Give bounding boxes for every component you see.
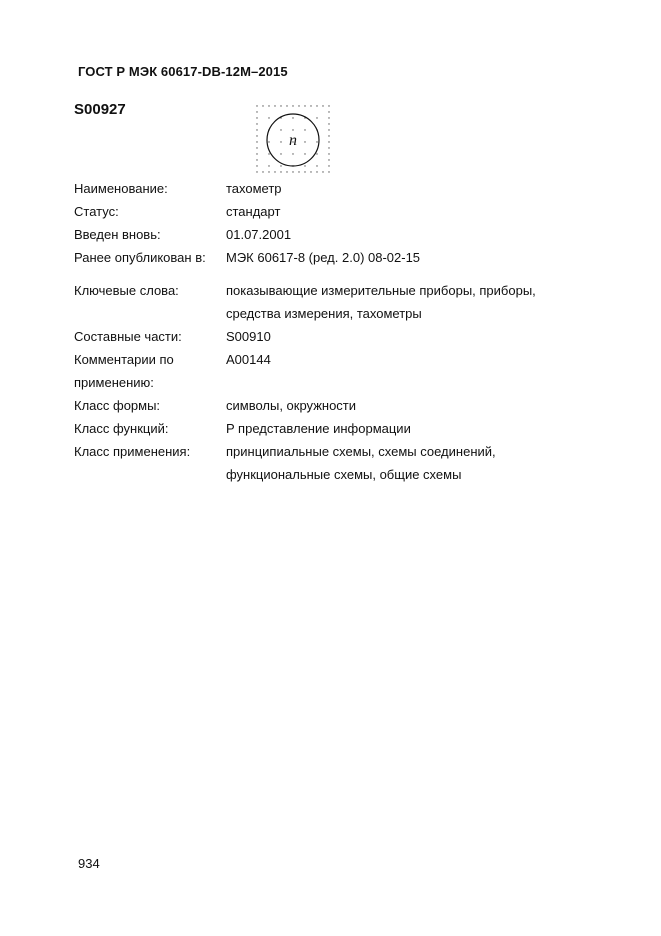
field-label: Составные части: — [74, 329, 182, 344]
grid-dot — [298, 105, 299, 106]
grid-dot — [316, 165, 317, 166]
grid-dot — [328, 123, 329, 124]
grid-dot — [286, 105, 287, 106]
field-value: принципиальные схемы, схемы соединений, — [226, 444, 496, 459]
grid-dot — [262, 105, 263, 106]
grid-dot — [328, 129, 329, 130]
grid-dot — [316, 117, 317, 118]
grid-dot — [256, 141, 257, 142]
grid-dot — [292, 153, 293, 154]
grid-dot — [256, 123, 257, 124]
field-label: Класс функций: — [74, 421, 169, 436]
grid-dot — [256, 129, 257, 130]
grid-dot — [328, 135, 329, 136]
grid-dot — [310, 105, 311, 106]
symbol-letter: n — [289, 132, 297, 149]
grid-dot — [262, 171, 263, 172]
grid-dot — [256, 135, 257, 136]
field-value: P представление информации — [226, 421, 411, 436]
grid-dot — [256, 153, 257, 154]
grid-dot — [328, 111, 329, 112]
grid-dot — [292, 171, 293, 172]
field-value: 01.07.2001 — [226, 227, 292, 242]
grid-dot — [274, 171, 275, 172]
grid-dot — [292, 117, 293, 118]
tachometer-symbol-icon — [254, 103, 332, 179]
field-label: Класс формы: — [74, 398, 161, 413]
grid-dot — [328, 159, 329, 160]
grid-dot — [280, 141, 281, 142]
field-value: символы, окружности — [226, 398, 357, 413]
grid-dot — [322, 105, 323, 106]
field-value-continuation: средства измерения, тахометры — [226, 306, 422, 321]
field-value: стандарт — [226, 204, 281, 219]
grid-dot — [268, 117, 269, 118]
grid-dot — [304, 153, 305, 154]
grid-dot — [304, 105, 305, 106]
grid-dot — [280, 171, 281, 172]
grid-dot — [328, 105, 329, 106]
field-value: S00910 — [226, 329, 271, 344]
field-value: показывающие измерительные приборы, приборы, — [226, 283, 536, 298]
grid-dot — [256, 147, 257, 148]
grid-dot — [256, 111, 257, 112]
grid-dot — [268, 141, 269, 142]
grid-dot — [322, 171, 323, 172]
grid-dot — [316, 153, 317, 154]
grid-dot — [304, 141, 305, 142]
grid-dot — [256, 165, 257, 166]
field-label: Ранее опубликован в: — [74, 250, 206, 265]
field-value: МЭК 60617-8 (ред. 2.0) 08-02-15 — [226, 250, 421, 265]
field-label: Статус: — [74, 204, 119, 219]
field-label: Введен вновь: — [74, 227, 161, 242]
field-label: Класс применения: — [74, 444, 191, 459]
grid-dot — [316, 141, 317, 142]
document-header: ГОСТ Р МЭК 60617-DB-12M–2015 — [78, 64, 288, 79]
grid-dot — [256, 171, 257, 172]
field-label-continuation: применению: — [74, 375, 154, 390]
grid-dot — [292, 105, 293, 106]
grid-dot — [274, 105, 275, 106]
grid-dot — [256, 117, 257, 118]
grid-dot — [316, 171, 317, 172]
grid-dot — [268, 105, 269, 106]
grid-dot — [292, 129, 293, 130]
field-value: A00144 — [226, 352, 271, 367]
field-label: Наименование: — [74, 181, 168, 196]
grid-dot — [328, 165, 329, 166]
field-label: Комментарии по — [74, 352, 174, 367]
grid-dot — [328, 171, 329, 172]
grid-dot — [280, 153, 281, 154]
grid-dot — [268, 153, 269, 154]
page-number: 934 — [78, 856, 100, 871]
grid-dot — [286, 171, 287, 172]
grid-dot — [280, 129, 281, 130]
grid-dot — [304, 129, 305, 130]
symbol-code: S00927 — [74, 101, 126, 118]
grid-dot — [328, 117, 329, 118]
grid-dot — [328, 141, 329, 142]
grid-dot — [328, 147, 329, 148]
grid-dot — [268, 171, 269, 172]
grid-dot — [268, 165, 269, 166]
grid-dot — [328, 153, 329, 154]
grid-dot — [256, 159, 257, 160]
grid-dot — [304, 165, 305, 166]
grid-dot — [280, 165, 281, 166]
field-value: тахометр — [226, 181, 282, 196]
grid-dot — [304, 171, 305, 172]
field-value-continuation: функциональные схемы, общие схемы — [226, 467, 462, 482]
grid-dot — [316, 105, 317, 106]
field-label: Ключевые слова: — [74, 283, 179, 298]
grid-dot — [256, 105, 257, 106]
grid-dot — [280, 105, 281, 106]
grid-dot — [310, 171, 311, 172]
grid-dot — [298, 171, 299, 172]
